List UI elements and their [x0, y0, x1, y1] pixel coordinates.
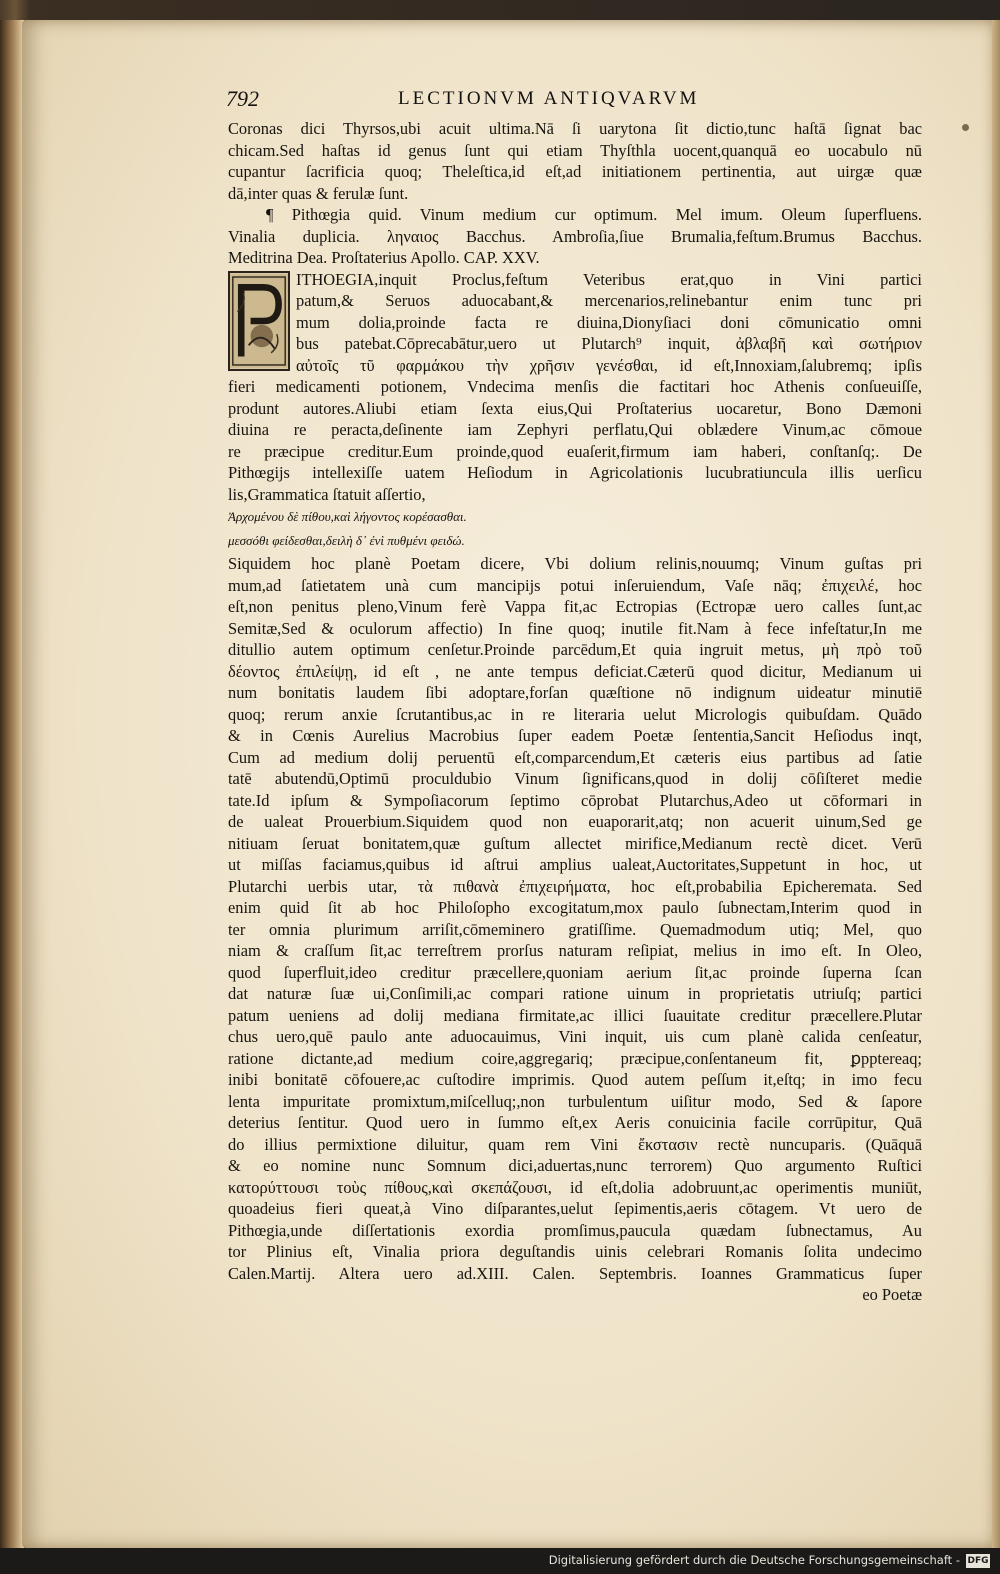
text-line: fieri medicamenti potionem, Vndecima menſis die factitari hoc Athenis conſueuiſſe, — [228, 377, 922, 396]
chapter-summary — [228, 204, 922, 269]
text-line: Ἀρχομένου δὲ πίθου,καὶ λήγοντος κορέσασθαι. — [228, 509, 467, 524]
text-line: chicam.Sed haſtas id genus ſunt qui etiam Thyſthla uocent,quanquā eo uocabulo nū — [228, 140, 922, 160]
text-line: chus uero,quē paulo ante aduocauimus, Vini inquit, uis cum planè calida cenſeatur, — [228, 1027, 922, 1046]
text-line: Vinalia duplicia. ληναιος Bacchus. Ambroſia,ſiue Brumalia,feſtum.Brumus Bacchus. — [228, 226, 922, 246]
text-line: κατορύττουσι τοὺς πίθους,καὶ σκεπάζουσι, id eſt,dolia adobruunt,ac operimentis muniūt, — [228, 1177, 922, 1197]
text-line: quoadeius fieri queat,à Vino diſparantes,uelut ſepimentis,aeris cōtagem. Vt uero de — [228, 1199, 922, 1218]
text-line: ITHOEGIA,inquit Proclus,feſtum Veteribus erat,quo in Vini partici — [296, 269, 922, 289]
text-line: ut miſſas faciamus,quibus id aſtrui amplius ualeat,Auctoritates,Suppetunt in hoc, ut — [228, 855, 922, 874]
text-line: lenta impuritate promixtum,miſcelluq;,non turbulentum uiſitur modo, Sed & ſapore — [228, 1091, 922, 1111]
text-line: produnt autores.Aliubi etiam ſexta eius,Qui Proſtaterius uocaretur, Bono Dæmoni — [228, 398, 922, 418]
text-line: niam & craſſum ſit,ac terreſtrem prorſus naturam reſipiat, melius in imo eſt. In Oleo, — [228, 941, 922, 960]
text-line: Calen.Martij. Altera uero ad.XIII. Calen. Septembris. Ioannes Grammaticus ſuper — [228, 1263, 922, 1283]
footer-credit: Digitalisierung gefördert durch die Deutsche Forschungsgemeinschaft - — [548, 1553, 960, 1567]
text-line: αὐτοῖς τῦ φαρμάκου τὴν χρῆσιν γενέσθαι, id eſt,Innoxiam,ſalubremq; ipſis — [296, 355, 922, 375]
text-line: tate.Id ipſum & Sympoſiacorum ſeptimo cōprobat Plutarchus,Adeo ut cōformari in — [228, 790, 922, 810]
drop-initial-lines — [228, 269, 922, 377]
text-line: tatē abutendū,Optimū proculdubio Vinum ſignificans,quod in dolij cōſiſteret medie — [228, 769, 922, 788]
text-line: quoq; rerum anxie ſcrutantibus,ac in re literaria uelut Micrologis quibuſdam. Quādo — [228, 704, 922, 724]
chapter-opening — [228, 269, 922, 377]
running-head: LECTIONVM ANTIQVARVM — [398, 88, 700, 109]
text-line: ter omnia plurimum arriſit,cōmeminero gratiſſime. Quemadmodum utiq; Mel, quo — [228, 919, 922, 939]
dfg-logo: DFG — [967, 1556, 989, 1566]
paragraph-block-a — [228, 376, 922, 505]
text-line: do illius permixtione diluitur, quam rem Vini ἔκστασιν rectè nuncuparis. (Quāquā — [228, 1134, 922, 1154]
paragraph-block-b — [228, 553, 922, 1284]
margin-mark — [962, 124, 969, 131]
page-text — [228, 118, 922, 1306]
text-line: & eo nomine nunc Somnum dici,aduertas,nunc terrorem) Quo argumento Ruſtici — [228, 1156, 922, 1175]
text-line: inibi bonitatē cōfouere,ac cuſtodire imprimis. Quod autem peſſum it,eſtq; in imo fecu — [228, 1070, 922, 1089]
page-header — [226, 86, 926, 116]
text-line: ¶ Pithœgia quid. Vinum medium cur optimum. Mel imum. Oleum ſuperfluens. — [266, 205, 922, 224]
text-line: dā,inter quas & ferulæ ſunt. — [228, 183, 409, 203]
text-line: ditullio autem optimum cenſetur.Proinde parcēdum,Et quia ingruit metus, μὴ πρὸ τοῦ — [228, 640, 922, 659]
text-line: Pithœgia,unde diſſertationis exordia promſimus,paucula quædam ſubnectamus, Au — [228, 1220, 922, 1240]
digitization-footer — [0, 1548, 1000, 1574]
text-line: tor Plinius eſt, Vinalia priora deguſtandis uinis celebrari Romanis ſolita undecimo — [228, 1242, 922, 1261]
text-line: Semitæ,Sed & oculorum affectio) In fine quoq; inutile fit.Nam à fece infeſtatur,In me — [228, 618, 922, 638]
text-line: de ualeat Prouerbium.Siquidem quod non euaporarit,atq; non acuerit uinum,Sed ge — [228, 812, 922, 831]
text-line: quod ſuperfluit,ideo creditur præcellere,quoniam aerium ſit,ac proinde ſuperna ſcan — [228, 962, 922, 982]
catchword: eo Poetæ — [862, 1285, 922, 1304]
text-line: patum,& Seruos aduocabant,& mercenarios,relinebantur enim tunc pri — [296, 291, 922, 310]
text-line: & in Cœnis Aurelius Macrobius ſuper eadem Poetæ ſententia,Sancit Heſiodus inqt, — [228, 726, 922, 745]
text-line: num bonitatis laudem ſibi adoptare,forſan quæſtione nō indignum uideatur minutiē — [228, 683, 922, 702]
text-line: δέοντος ἐπιλείψῃ, id eſt , ne ante tempus deficiat.Cæterū quod dicitur, Medianum ui — [228, 661, 922, 681]
intro-paragraph — [228, 118, 922, 204]
text-line: Meditrina Dea. Proſtaterius Apollo. CAP. XXV. — [228, 248, 540, 267]
text-line: patum ueniens ad dolij mediana firmitate,ac illici ſuauitate creditur præcellere.Plutar — [228, 1005, 922, 1025]
book-spine — [0, 20, 24, 1548]
text-line: eſt,non penitus pleno,Vinum ferè Vappa fit,ac Ectropias (Ectropæ uero calles ſunt,ac — [228, 597, 922, 616]
text-line: deterius ſentitur. Quod uero in ſummo eſt,ex Aeris conuicinia facile corrūpitur, Quā — [228, 1113, 922, 1132]
text-line: dat naturæ ſuæ ui,Conſimili,ac compari ratione uinum in proprietatis utriuſq; partici — [228, 984, 922, 1003]
text-line: Siquidem hoc planè Poetam dicere, Vbi dolium relinis,nouumq; Vinum guſtas pri — [228, 554, 922, 573]
folio-number: 792 — [226, 86, 259, 111]
text-line: Cum ad medium dolij peruentū eſt,comparcendum,Et cæteris eius partibus ad ſatie — [228, 747, 922, 767]
text-line: re præcipue creditur.Eum proinde,quod euaſerit,firmum iam haberi, conſtanſq;. De — [228, 441, 922, 461]
greek-quotation — [228, 505, 922, 553]
text-line: lis,Grammatica ſtatuit aſſertio, — [228, 484, 426, 504]
page-edge — [992, 20, 1000, 1548]
text-line: nitiuam ſeruat bonitatem,quæ guſtum allectet mirifice,Medianum rectè dicet. Verū — [228, 833, 922, 853]
text-line: mum dolia,proinde facta re diuina,Dionyſiaci doni cōmunicatio omni — [296, 312, 922, 332]
text-line: Plutarchi uerbis utar, τὰ πιθανὰ ἐπιχειρήματα, hoc eſt,probabilia Epicheremata. Sed — [228, 876, 922, 896]
text-line: enim quid ſit ab hoc Philoſopho excogitatum,mox paulo ſubnectam,Interim quod in — [228, 898, 922, 917]
decorated-initial-image — [228, 271, 290, 371]
text-line: Pithœgijs intellexiſſe uatem Heſiodum in Agricolationis lucubratiuncula illis uerſicu — [228, 463, 922, 482]
decorated-initial-svg — [230, 273, 288, 369]
text-line: diuina re peracta,deſinente iam Zephyri perflatu,Qui oblædere Vinum,ac cōmoue — [228, 420, 922, 439]
text-line: cupantur ſacrificia quoq; Theleſtica,id eſt,ad initiationem pertinentia, aut uirgæ quæ — [228, 162, 922, 181]
text-line: ratione dictante,ad medium coire,aggregariq; præcipue,conſentaneum fit, ꝑpptereaq; — [228, 1048, 922, 1068]
text-line: μεσσόθι φείδεσθαι,δειλὴ δ᾽ ἐνὶ πυθμένι φειδώ. — [228, 533, 465, 548]
text-line: Coronas dici Thyrsos,ubi acuit ultima.Nā ſi uarytona ſit dictio,tunc haſtā ſignat bac — [228, 119, 922, 138]
text-line: bus patebat.Cōprecabātur,uero ut Plutarch⁹ inquit, ἀβλαβῆ καὶ σωτήριον — [296, 334, 922, 353]
text-line: mum,ad ſatietatem unà cum mancipijs potui inſeruiendum, Vaſe nāq; ἐπιχειλέ, hoc — [228, 575, 922, 595]
